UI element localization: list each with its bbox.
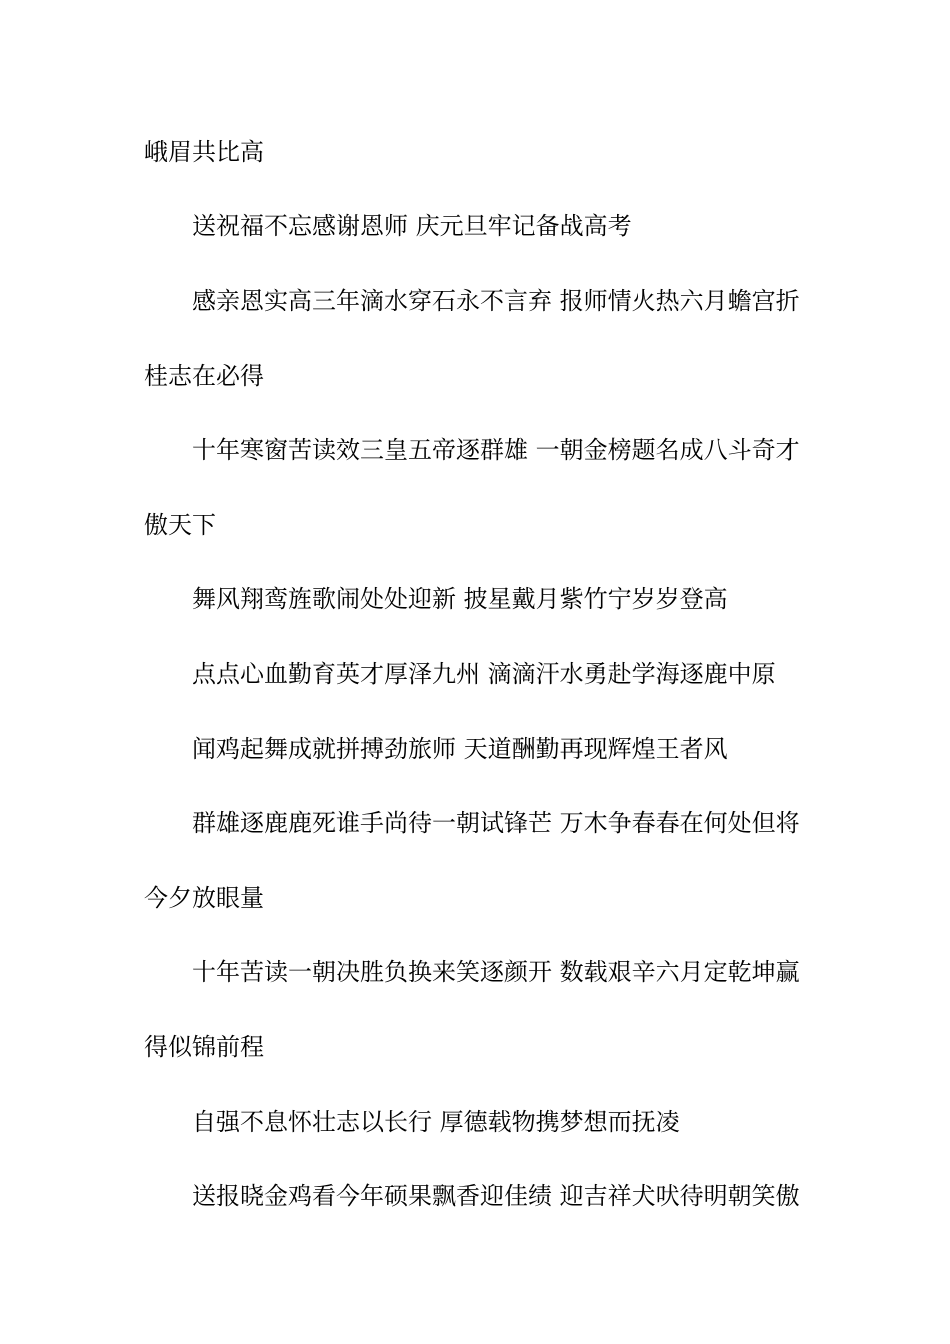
text-line: 群雄逐鹿鹿死谁手尚待一朝试锋芒 万木争春春在何处但将 xyxy=(192,809,800,837)
text-line: 得似锦前程 xyxy=(144,1033,264,1061)
text-line: 十年苦读一朝决胜负换来笑逐颜开 数载艰辛六月定乾坤赢 xyxy=(192,958,800,986)
text-line: 十年寒窗苦读效三皇五帝逐群雄 一朝金榜题名成八斗奇才 xyxy=(192,436,800,464)
text-line: 桂志在必得 xyxy=(144,362,264,390)
text-line: 傲天下 xyxy=(144,511,216,539)
text-line: 今夕放眼量 xyxy=(144,884,264,912)
text-line: 送报晓金鸡看今年硕果飘香迎佳绩 迎吉祥犬吠待明朝笑傲 xyxy=(192,1182,800,1210)
text-line: 送祝福不忘感谢恩师 庆元旦牢记备战高考 xyxy=(192,212,632,240)
text-line: 峨眉共比高 xyxy=(144,138,264,166)
text-line: 点点心血勤育英才厚泽九州 滴滴汗水勇赴学海逐鹿中原 xyxy=(192,660,776,688)
text-line: 自强不息怀壮志以长行 厚德载物携梦想而抚凌 xyxy=(192,1108,680,1136)
text-line: 感亲恩实高三年滴水穿石永不言弃 报师情火热六月蟾宫折 xyxy=(192,287,800,315)
text-line: 舞风翔鸾旌歌闹处处迎新 披星戴月紫竹宁岁岁登高 xyxy=(192,585,728,613)
text-line: 闻鸡起舞成就拼搏劲旅师 天道酬勤再现辉煌王者风 xyxy=(192,735,728,763)
